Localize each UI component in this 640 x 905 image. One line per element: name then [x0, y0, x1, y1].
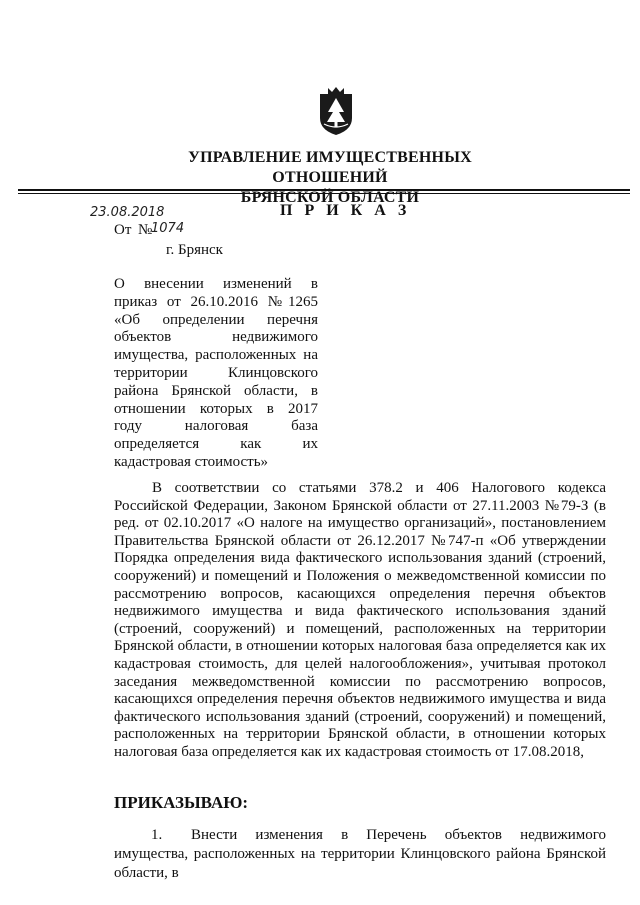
- org-line-1: УПРАВЛЕНИЕ ИМУЩЕСТВЕННЫХ ОТНОШЕНИЙ: [188, 149, 472, 186]
- coat-of-arms-icon: [318, 84, 354, 136]
- order-subject: О внесении изменений в приказ от 26.10.2016 №1265 «Об определении перечня объектов недвижимого имущества, расположенных на территории Клинцовского района Брянской области, в отношении которых в 2017 году налоговая база определяется как их кадастровая стоимость»: [114, 276, 318, 470]
- document-title: П Р И К А З: [280, 202, 411, 219]
- handwritten-number: 1074: [151, 221, 185, 236]
- order-item-number: 1.: [151, 827, 163, 843]
- order-item: [114, 826, 606, 883]
- org-line-2: БРЯНСКОЙ ОБЛАСТИ: [240, 189, 420, 206]
- number-label: №: [138, 222, 153, 238]
- order-heading: ПРИКАЗЫВАЮ:: [114, 793, 249, 812]
- header-rule-thick: [18, 189, 630, 191]
- order-item-text: Внести изменения в Перечень объектов недвижимого имущества, расположенных на территории Клинцовского района Брянской области, в: [114, 827, 606, 881]
- city-label: г. Брянск: [166, 242, 223, 258]
- header-rule-thin: [18, 193, 630, 194]
- date-label: От: [114, 222, 132, 238]
- organization-name: [150, 148, 510, 208]
- handwritten-date: 23.08.2018: [90, 205, 165, 220]
- preamble-paragraph: В соответствии со статьями 378.2 и 406 Налогового кодекса Российской Федерации, Законом Брянской области от 27.11.2003 №79-З (в ред. от 02.10.2017 «О налоге на имущество организаций», постановлением Правительства Брянской области от 26.12.2017 №747-п «Об утверждении Порядка определения вида фактического использования зданий (строений, сооружений) и помещений и Положения о межведомственной комиссии по рассмотрению вопросов, касающихся определения перечня объектов недвижимого имущества и вида фактического использования зданий (строений, сооружений) и помещений, расположенных на территории Брянской области, в отношении которых налоговая база определяется как их кадастровая стоимость, для целей налогообложения», учитывая протокол заседания межведомственной комиссии по рассмотрению вопросов, касающихся определения перечня объектов недвижимого имущества и вида фактического использования зданий (строений, сооружений) и помещений, расположенных на территории Брянской области, в отношении которых налоговая база определяется как их кадастровая стоимость от 17.08.2018,: [114, 480, 606, 760]
